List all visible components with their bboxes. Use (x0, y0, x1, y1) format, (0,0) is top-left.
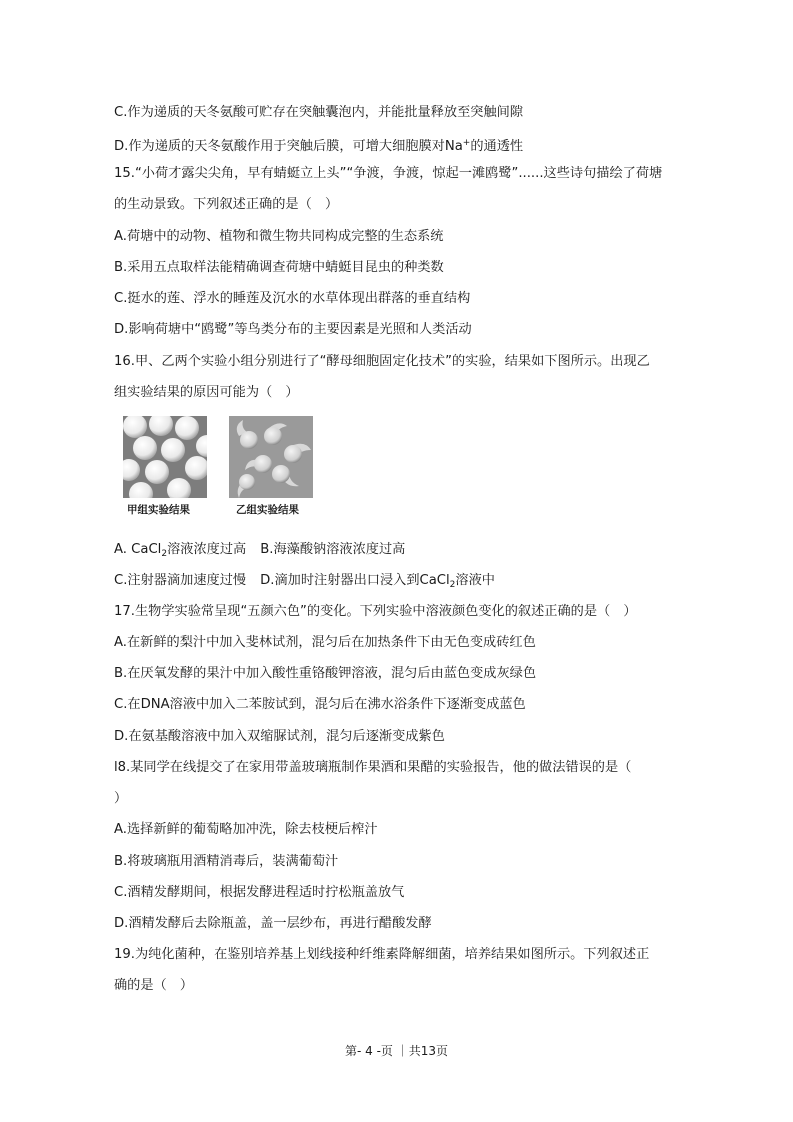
figure-caption-right: 乙组实验结果 (236, 504, 299, 516)
figure-caption-left: 甲组实验结果 (127, 504, 190, 516)
subscript: 2 (161, 549, 168, 559)
question-15-option-c: C.挺水的莲、浮水的睡莲及沉水的水草体现出群落的垂直结构 (114, 291, 471, 306)
option-d-text: D.滴加时注射器出口浸入到CaCl (260, 573, 450, 588)
question-18-option-c: C.酒精发酵期间，根据发酵进程适时拧松瓶盖放气 (114, 885, 405, 900)
group-b-result-image (229, 416, 313, 498)
question-15-option-a: A.荷塘中的动物、植物和微生物共同构成完整的生态系统 (114, 229, 444, 244)
option-b-text: B.海藻酸钠溶液浓度过高 (260, 542, 406, 557)
question-15-stem: 15.“小荷才露尖尖角，早有蜻蜓立上头”“争渡，争渡，惊起一滩鸥鹭”......这些诗句描绘了荷塘 (114, 166, 663, 181)
option-a-text-tail: 溶液浓度过高 (167, 542, 247, 557)
question-18-stem: l8.某同学在线提交了在家用带盖玻璃瓶制作果酒和果醋的实验报告，他的做法错误的是（ (114, 760, 632, 775)
question-17-option-c: C.在DNA溶液中加入二苯胺试到，混匀后在沸水浴条件下逐渐变成蓝色 (114, 697, 526, 712)
option-a-text: A. CaCl (114, 542, 162, 557)
question-17-option-b: B.在厌氧发酵的果汁中加入酸性重铬酸钾溶液，混匀后由蓝色变成灰绿色 (114, 666, 537, 681)
group-a-result-image (123, 416, 207, 498)
question-15-option-b: B.采用五点取样法能精确调查荷塘中蜻蜓目昆虫的种类数 (114, 260, 444, 275)
question-19-stem: 19.为纯化菌种，在鉴别培养基上划线接种纤维素降解细菌，培养结果如图所示。下列叙述正 (114, 947, 650, 962)
question-16-options-cd (114, 572, 713, 594)
question-15-stem-cont: 的生动景致。下列叙述正确的是（ ） (114, 197, 339, 212)
question-16-stem-cont: 组实验结果的原因可能为（ ） (114, 385, 299, 400)
beads-tailed-icon (229, 416, 313, 498)
page-footer: 第- 4 -页 ｜共13页 (344, 1044, 448, 1058)
question-17-stem: 17.生物学实验常呈现“五颜六色”的变化。下列实验中溶液颜色变化的叙述正确的是（ ） (114, 604, 637, 619)
question-17-option-a: A.在新鲜的梨汁中加入斐林试剂，混匀后在加热条件下由无色变成砖红色 (114, 635, 536, 650)
text-part: D.作为递质的天冬氨酸作用于突触后膜，可增大细胞膜对Na (114, 139, 463, 154)
question-18-option-d: D.酒精发酵后去除瓶盖，盖一层纱布，再进行醋酸发酵 (114, 916, 432, 931)
question-19-stem-cont: 确的是（ ） (114, 978, 194, 993)
subscript: 2 (449, 580, 456, 590)
option-d-prev (114, 134, 713, 156)
option-c-prev: C.作为递质的天冬氨酸可贮存在突触囊泡内，并能批量释放至突触间隙 (114, 105, 524, 120)
beads-round-icon (123, 416, 207, 498)
option-c-text: C.注射器滴加速度过慢 (114, 573, 247, 588)
question-18-option-a: A.选择新鲜的葡萄略加冲洗，除去枝梗后榨汁 (114, 822, 378, 837)
superscript: + (462, 138, 471, 148)
text-part: 的通透性 (470, 139, 524, 154)
question-15-option-d: D.影响荷塘中“鸥鹭”等鸟类分布的主要因素是光照和人类活动 (114, 322, 472, 337)
question-16-options-ab (114, 541, 713, 563)
question-18-option-b: B.将玻璃瓶用酒精消毒后，装满葡萄汁 (114, 854, 339, 869)
question-18-stem-cont: ） (114, 791, 128, 806)
option-d-text-tail: 溶液中 (455, 573, 495, 588)
question-16-stem: 16.甲、乙两个实验小组分别进行了“酵母细胞固定化技术”的实验，结果如下图所示。出现乙 (114, 354, 650, 369)
question-17-option-d: D.在氨基酸溶液中加入双缩脲试剂，混匀后逐渐变成紫色 (114, 729, 445, 744)
